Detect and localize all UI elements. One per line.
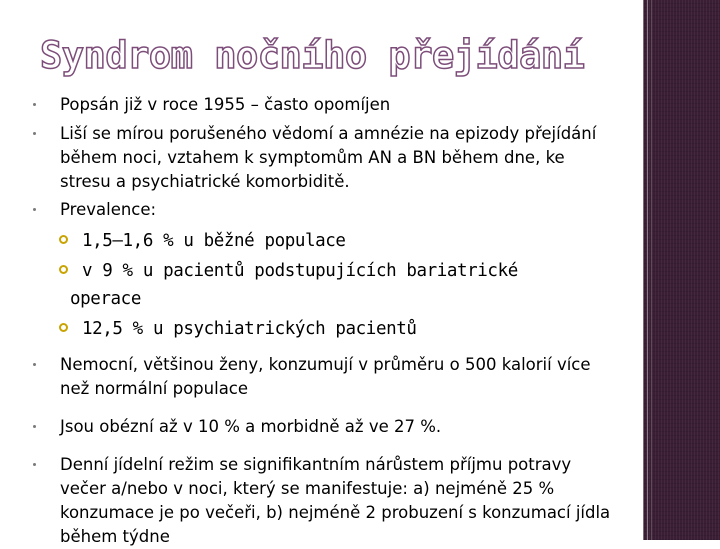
dot-bullet-icon bbox=[33, 103, 36, 106]
slide-title: Syndrom nočního přejídání bbox=[40, 34, 585, 77]
bullet-text: Jsou obézní až v 10 % a morbidně až ve 27 %. bbox=[60, 417, 442, 436]
dot-bullet-icon bbox=[33, 363, 36, 366]
bullet-text: Liší se mírou porušeného vědomí a amnézie na epizody přejídání během noci, vztahem k symptomům AN a BN během dne, ke stresu a psychiatrické komorbiditě. bbox=[60, 124, 597, 191]
dot-bullet-icon bbox=[33, 132, 36, 135]
sub-bullet-item bbox=[30, 227, 615, 255]
side-panel-border-line bbox=[647, 0, 648, 540]
sub-bullet-item bbox=[30, 257, 615, 313]
sub-bullet-text-continued: operace bbox=[70, 289, 141, 309]
ring-bullet-icon bbox=[59, 235, 68, 244]
bullet-text: Popsán již v roce 1955 – často opomíjen bbox=[60, 95, 391, 114]
dot-bullet-icon bbox=[33, 425, 36, 428]
bullet-item bbox=[30, 415, 615, 439]
ring-bullet-icon bbox=[59, 265, 68, 274]
ring-bullet-icon bbox=[59, 323, 68, 332]
bullet-item bbox=[30, 122, 615, 194]
side-panel-border-line bbox=[643, 0, 644, 540]
bullet-item bbox=[30, 453, 615, 549]
decorative-side-panel bbox=[643, 0, 720, 540]
bullet-item bbox=[30, 198, 615, 222]
bullet-item bbox=[30, 353, 615, 401]
bullet-item bbox=[30, 93, 615, 117]
bullet-text: Nemocní, většinou ženy, konzumují v průměru o 500 kalorií více než normální populace bbox=[60, 355, 591, 398]
bullet-text: Prevalence: bbox=[60, 200, 157, 219]
sub-bullet-text: 1,5–1,6 % u běžné populace bbox=[82, 231, 346, 251]
bullet-text: Denní jídelní režim se signifikantním nárůstem příjmu potravy večer a/nebo v noci, který se manifestuje: a) nejméně 25 % konzumace je po večeři, b) nejméně 2 probuzení s konzumací jídla během týdne bbox=[60, 455, 611, 546]
sub-bullet-text: v 9 % u pacientů podstupujících bariatrické bbox=[82, 261, 518, 281]
side-panel-border-line bbox=[651, 0, 652, 540]
dot-bullet-icon bbox=[33, 463, 36, 466]
sub-bullet-text: 12,5 % u psychiatrických pacientů bbox=[82, 319, 417, 339]
sub-bullet-item bbox=[30, 315, 615, 343]
slide-content bbox=[30, 93, 615, 549]
dot-bullet-icon bbox=[33, 208, 36, 211]
